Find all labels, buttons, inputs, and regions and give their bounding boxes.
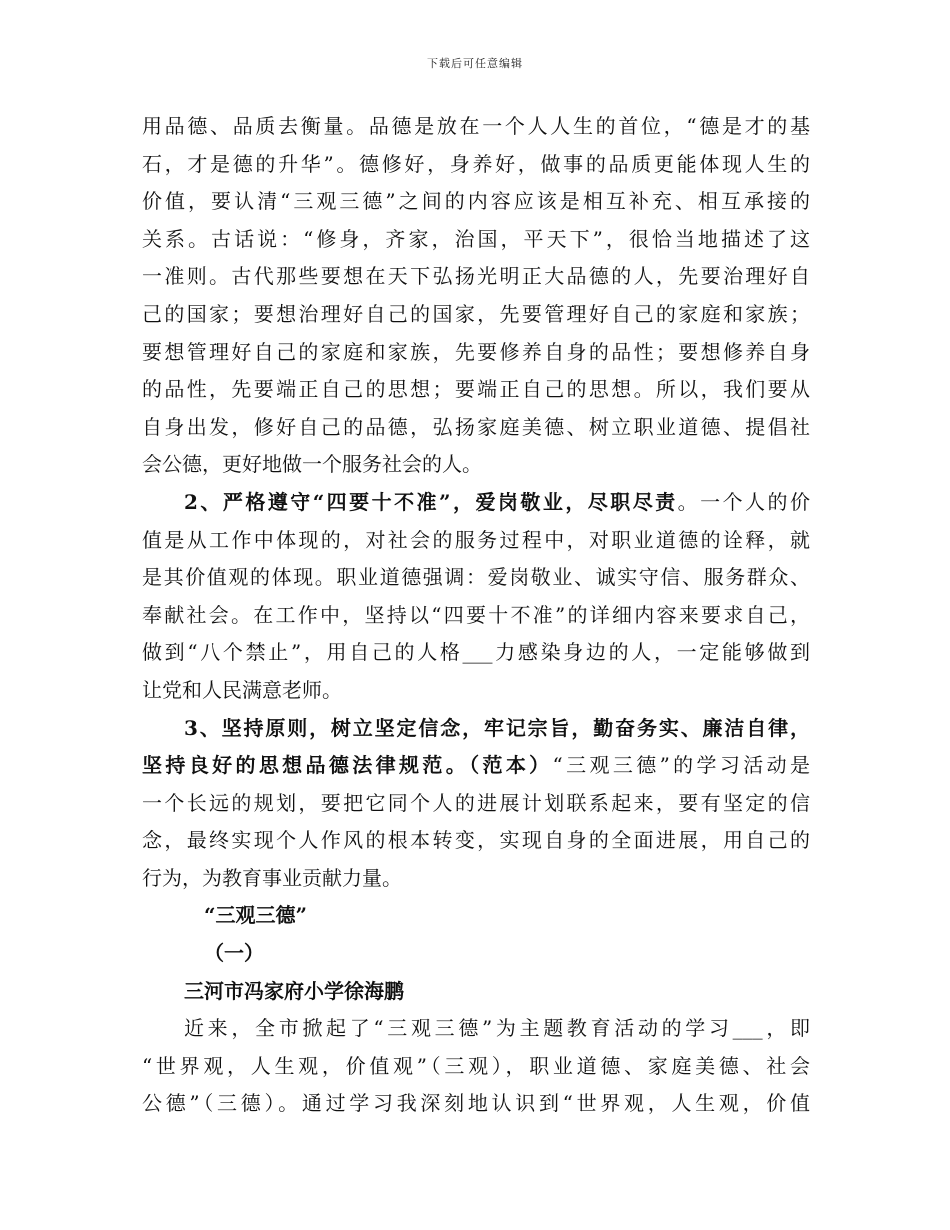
text-segment: 公德”（三德）。通过学习我深刻地认识到“世界观，人生观，价值 [142, 1091, 810, 1116]
text-segment: 。一个人的价 [677, 489, 810, 514]
text-line [142, 146, 810, 184]
text-segment: 值是从工作中体现的，对社会的服务过程中，对职业道德的诠释，就 [142, 527, 810, 552]
bold-text: 2、严格遵守“四要十不准”，爱岗敬业，尽职尽责 [184, 489, 678, 514]
text-line [142, 1048, 810, 1086]
text-line [142, 1010, 810, 1048]
text-segment: 石，才是德的升华”。德修好，身养好，做事的品质更能体现人生的 [142, 151, 810, 176]
text-segment: 要想管理好自己的家庭和家族，先要修养自身的品性；要想修养自身 [142, 339, 810, 364]
text-segment: 一个长远的规划，要把它同个人的进展计划联系起来，要有坚定的信 [142, 790, 810, 815]
text-segment: 念，最终实现个人作风的根本转变，实现自身的全面进展，用自己的 [142, 828, 810, 853]
text-line [142, 672, 810, 710]
bold-text: 3、坚持原则，树立坚定信念，牢记宗旨，勤奋务实、廉洁自律， [184, 715, 810, 740]
text-line [142, 446, 810, 484]
text-line [142, 785, 810, 823]
text-line [142, 522, 810, 560]
text-line [142, 221, 810, 259]
text-segment: 是其价值观的体现。职业道德强调：爱岗敬业、诚实守信、服务群众、 [142, 565, 810, 590]
text-line [142, 183, 810, 221]
text-line [142, 484, 810, 522]
page-header: 下载后可任意编辑 [427, 57, 523, 70]
text-segment: 用品德、品质去衡量。品德是放在一个人人生的首位，“德是才的基 [142, 114, 810, 138]
text-line [142, 258, 810, 296]
text-segment: 关系。古话说：“修身，齐家，治国，平天下”，很恰当地描述了这 [142, 226, 810, 251]
text-line [142, 559, 810, 597]
text-line [142, 409, 810, 447]
text-line [142, 897, 810, 935]
bold-text: “三观三德” [204, 903, 308, 928]
text-line [142, 334, 810, 372]
text-line [142, 710, 810, 748]
text-line [142, 860, 810, 898]
bold-text: （一） [204, 941, 264, 966]
text-line [142, 935, 810, 973]
text-segment: “三观三德”的学习活动是 [552, 753, 810, 778]
text-line [142, 597, 810, 635]
text-segment: 让党和人民满意老师。 [142, 677, 342, 702]
text-segment: 做到“八个禁止”，用自己的人格___力感染身边的人，一定能够做到 [142, 640, 810, 665]
bold-text: 三河市冯家府小学徐海鹏 [184, 978, 404, 1003]
text-segment: 奉献社会。在工作中，坚持以“四要十不准”的详细内容来要求自己， [142, 602, 810, 627]
text-segment: 一准则。古代那些要想在天下弘扬光明正大品德的人，先要治理好自 [142, 264, 810, 289]
text-segment: 近来，全市掀起了“三观三德”为主题教育活动的学习___，即 [184, 1016, 810, 1041]
bold-text: 坚持良好的思想品德法律规范。（范本） [142, 753, 553, 778]
text-line [142, 108, 810, 146]
text-line [142, 296, 810, 334]
text-line [142, 1085, 810, 1123]
document-body [142, 108, 810, 1123]
text-segment: 自身出发，修好自己的品德，弘扬家庭美德、树立职业道德、提倡社 [142, 414, 810, 439]
text-segment: “世界观，人生观，价值观”（三观），职业道德、家庭美德、社会 [142, 1053, 810, 1078]
text-line [142, 973, 810, 1011]
text-segment: 价值，要认清“三观三德”之间的内容应该是相互补充、相互承接的 [142, 189, 810, 214]
text-line [142, 371, 810, 409]
text-segment: 己的国家；要想治理好自己的国家，先要管理好自己的家庭和家族； [142, 301, 810, 326]
text-segment: 的品性，先要端正自己的思想；要端正自己的思想。所以，我们要从 [142, 377, 810, 402]
text-segment: 行为，为教育事业贡献力量。 [142, 865, 402, 890]
text-line [142, 634, 810, 672]
text-line [142, 747, 810, 785]
text-line [142, 822, 810, 860]
text-segment: 会公德，更好地做一个服务社会的人。 [142, 452, 482, 477]
